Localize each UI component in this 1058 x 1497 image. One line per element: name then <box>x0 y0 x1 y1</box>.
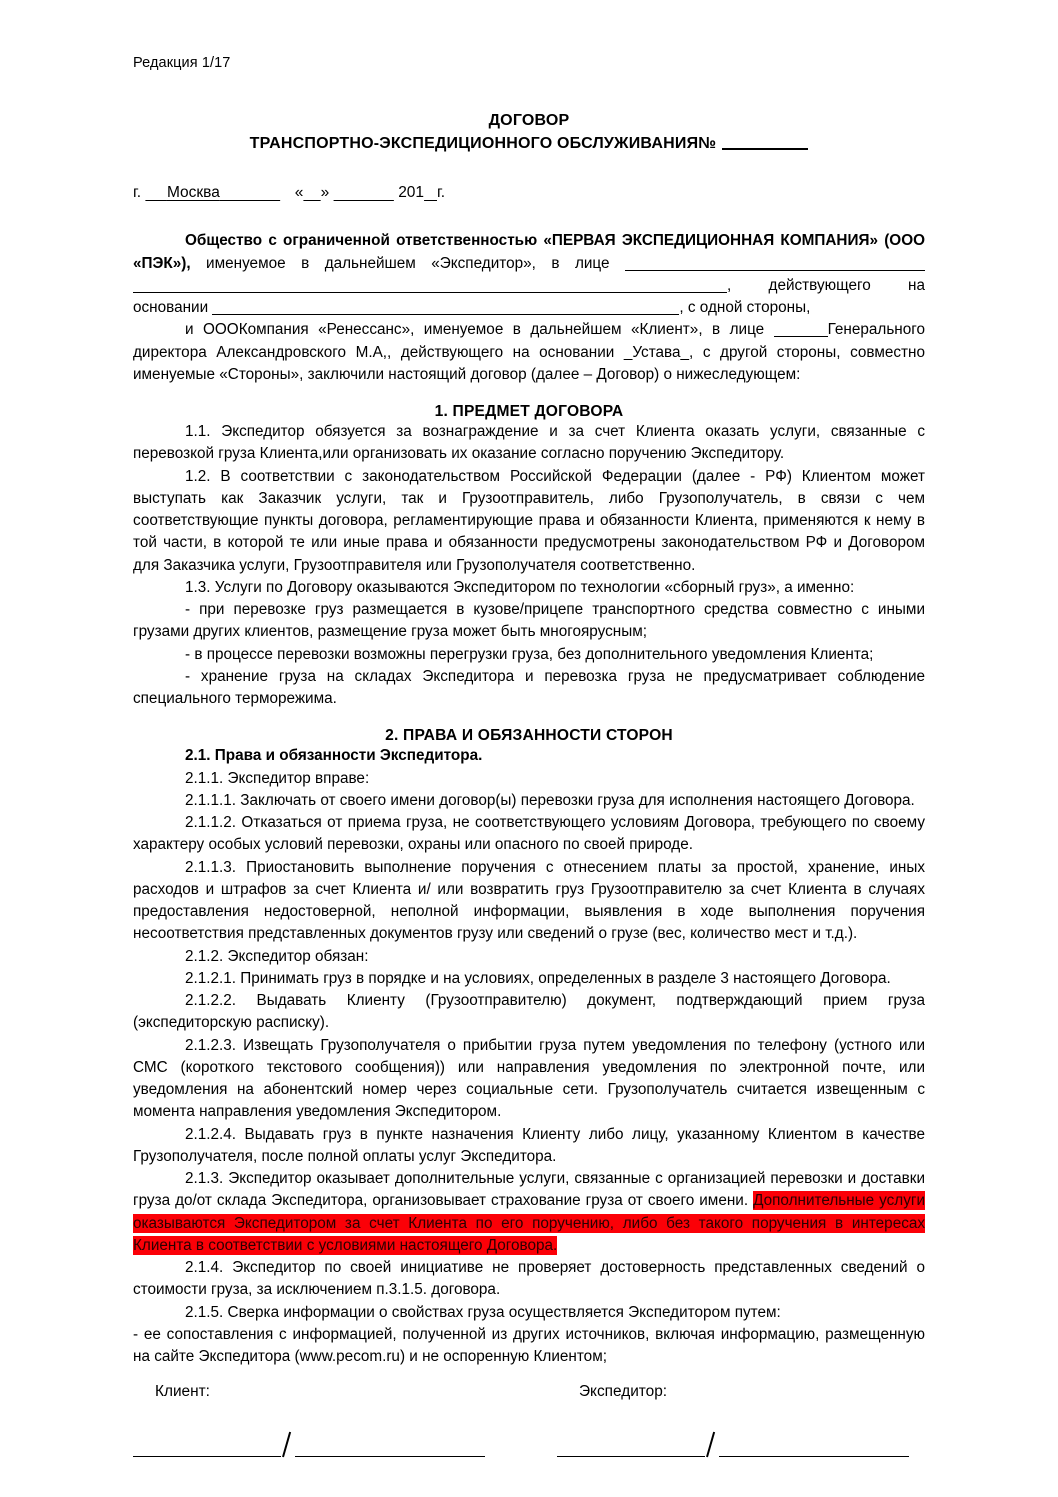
date-quote-open: « <box>294 184 304 202</box>
expeditor-signature-line-left[interactable] <box>557 1455 705 1457</box>
expeditor-signature-lines <box>557 1431 925 1457</box>
clause-2-1-subheading: 2.1. Права и обязанности Экспедитора. <box>185 747 483 765</box>
month-blank[interactable] <box>334 184 394 201</box>
client-signature-line-left[interactable] <box>133 1455 281 1457</box>
city-blank-right[interactable] <box>220 184 280 201</box>
client-signature-lines <box>133 1431 529 1457</box>
date-quote-close: » <box>320 184 330 202</box>
expeditor-representative-blank[interactable] <box>625 256 925 271</box>
city-blank-left[interactable] <box>145 184 167 201</box>
expeditor-signature-line-right[interactable] <box>719 1455 909 1457</box>
section-2-heading: 2. ПРАВА И ОБЯЗАННОСТИ СТОРОН <box>385 727 673 745</box>
client-signature-label: Клиент: <box>155 1383 210 1400</box>
clause-2-1-2-4: 2.1.2.4. Выдавать груз в пункте назначения Клиенту либо лицу, указанному Клиентом в качестве Грузополучателя, после полной оплаты услуг Экспедитора. <box>133 1125 925 1165</box>
client-signature-line-right[interactable] <box>295 1455 485 1457</box>
place-date-line <box>133 182 925 204</box>
signature-row <box>133 1383 925 1457</box>
client-signature-slash <box>281 1431 295 1457</box>
expeditor-company-name: Общество с ограниченной ответственностью «ПЕРВАЯ ЭКСПЕДИЦИОННАЯ КОМПАНИЯ» (ООО «ПЭК»), <box>133 232 925 272</box>
clause-2-1-2-1: 2.1.2.1. Принимать груз в порядке и на условиях, определенных в разделе 3 настоящего Договора. <box>185 969 891 987</box>
clause-1-3-bullet-1: - при перевозке груз размещается в кузове/прицепе транспортного средства совместно с иными грузами других клиентов, размещение груза может быть многоярусным; <box>133 601 925 641</box>
highlighted-text: Дополнительные услуги оказываются Экспедитором за счет Клиента по его поручению, либо без такого поручения в интересах Клиента в соответствии с условиями настоящего Договора. <box>133 1192 925 1254</box>
preamble-p1-rest1: именуемое в дальнейшем «Экспедитор», в лице <box>190 254 625 272</box>
clause-2-1-2-3: 2.1.2.3. Извещать Грузополучателя о прибытии груза путем уведомления по телефону (устного или СМС (короткого текстового сообщения)) или направления уведомления по электронной почте, или уведомления на абонентский номер через социальные сети. Грузополучатель считается извещенным с момента направления уведомления Экспедитором. <box>133 1036 925 1121</box>
clause-2-1-1-3: 2.1.1.3. Приостановить выполнение поручения с отнесением платы за простой, хранение, иных расходов и штрафов за счет Клиента и/ или возвратить груз Грузоотправителю за счет Клиента в случаях предоставления недостоверной, неполной информации, выявления в ходе выполнения поручения несоответствия представленных документов грузу или сведений о грузе (вес, количество мест и т.д.). <box>133 858 925 943</box>
clause-2-1-4: 2.1.4. Экспедитор по своей инициативе не проверяет достоверность представленных сведений о стоимости груза, за исключением п.3.1.5. договора. <box>133 1259 925 1299</box>
clause-2-1-1: 2.1.1. Экспедитор вправе: <box>185 769 370 787</box>
expeditor-representative-blank-2[interactable] <box>133 278 727 293</box>
document-title <box>133 110 925 156</box>
clause-1-3-bullet-3: - хранение груза на складах Экспедитора и перевозка груза не предусматривает соблюдение специального терморежима. <box>133 667 925 708</box>
document-content <box>133 55 925 1368</box>
section-1-heading: 1. ПРЕДМЕТ ДОГОВОРА <box>434 403 624 421</box>
document-title-line2 <box>133 133 925 156</box>
clause-1-2: 1.2. В соответствии с законодательством Российской Федерации (далее - РФ) Клиентом может выступать как Заказчик услуги, так и Грузоотправитель, либо Грузополучатель, в связи с чем соответствующие пункты договора, регламентирующие права и обязанности Клиента, применяются к нему в той части, в которой те или иные права и обязанности предусмотрены законодательством РФ и Договором для Заказчика услуги, Грузоотправителя или Грузополучателя соответственно. <box>133 467 925 574</box>
year-value: 201 <box>398 184 425 202</box>
clause-2-1-1-2: 2.1.1.2. Отказаться от приема груза, не соответствующего условиям Договора, требующего по своему характеру особых условий перевозки, охраны или опасного по своей природе. <box>133 814 925 854</box>
signature-block <box>133 1383 925 1457</box>
client-representative-blank[interactable] <box>774 322 828 337</box>
preamble-paragraph-1 <box>133 230 925 319</box>
expeditor-signature-slash <box>705 1431 719 1457</box>
clause-1-3-bullet-2: - в процессе перевозки возможны перегрузки груза, без дополнительного уведомления Клиента; <box>185 645 874 663</box>
clause-2-1-5-bullet-1: - ее сопоставления с информацией, полученной из других источников, включая информацию, размещенную на сайте Экспедитора (www.pecom.ru) и не оспоренную Клиентом; <box>133 1325 925 1366</box>
clause-2-1-5: 2.1.5. Сверка информации о свойствах груза осуществляется Экспедитором путем: <box>185 1303 781 1321</box>
client-company-name: и ОООКомпания «Ренессанс», именуемое в дальнейшем «Клиент», в лице <box>185 321 774 339</box>
preamble-p1-rest3: , с одной стороны, <box>679 299 811 317</box>
clause-2-1-3-plain: 2.1.3. Экспедитор оказывает дополнительные услуги, связанные с организацией перевозки и доставки груза до/от склада Экспедитора, организовывает страхование груза от своего имени. <box>133 1170 925 1210</box>
signature-column-client <box>133 1383 529 1457</box>
clause-2-1-1-1: 2.1.1.1. Заключать от своего имени договор(ы) перевозки груза для исполнения настоящего Договора. <box>185 791 915 809</box>
preamble-paragraph-2 <box>133 319 925 386</box>
clause-2-1-2: 2.1.2. Экспедитор обязан: <box>185 947 369 965</box>
clause-2-1-2-2: 2.1.2.2. Выдавать Клиенту (Грузоотправителю) документ, подтверждающий прием груза (экспедиторскую расписку). <box>133 992 925 1032</box>
city-value: Москва <box>166 184 220 202</box>
clause-1-1: 1.1. Экспедитор обязуется за вознаграждение и за счет Клиента оказать услуги, связанные с перевозкой груза Клиента,или организовать их оказание согласно поручению Экспедитору. <box>133 423 925 463</box>
document-title-line2-text: ТРАНСПОРТНО-ЭКСПЕДИЦИОННОГО ОБСЛУЖИВАНИЯ№ <box>249 135 717 153</box>
day-blank[interactable] <box>303 184 320 201</box>
client-representative-role: Генерального директора Александровского М.А,, действующего на основании _Устава_, с другой стороны, совместно именуемые «Стороны», заключили настоящий договор (далее – Договор) о нижеследующем: <box>133 321 925 383</box>
edition-label: Редакция 1/17 <box>133 55 231 71</box>
clause-2-1-3 <box>133 1168 925 1257</box>
clause-1-3: 1.3. Услуги по Договору оказываются Экспедитором по технологии «сборный груз», а именно: <box>185 578 855 596</box>
signature-column-expeditor <box>529 1383 925 1457</box>
document-title-line1: ДОГОВОР <box>488 112 570 130</box>
city-prefix: г. <box>133 184 142 202</box>
contract-number-blank[interactable] <box>722 133 808 150</box>
expeditor-signature-label: Экспедитор: <box>579 1383 668 1400</box>
year-suffix: г. <box>436 184 446 202</box>
year-blank[interactable] <box>424 184 437 201</box>
expeditor-basis-blank[interactable] <box>212 300 679 315</box>
preamble-p1-rest2: , действующего на основании <box>133 276 925 317</box>
